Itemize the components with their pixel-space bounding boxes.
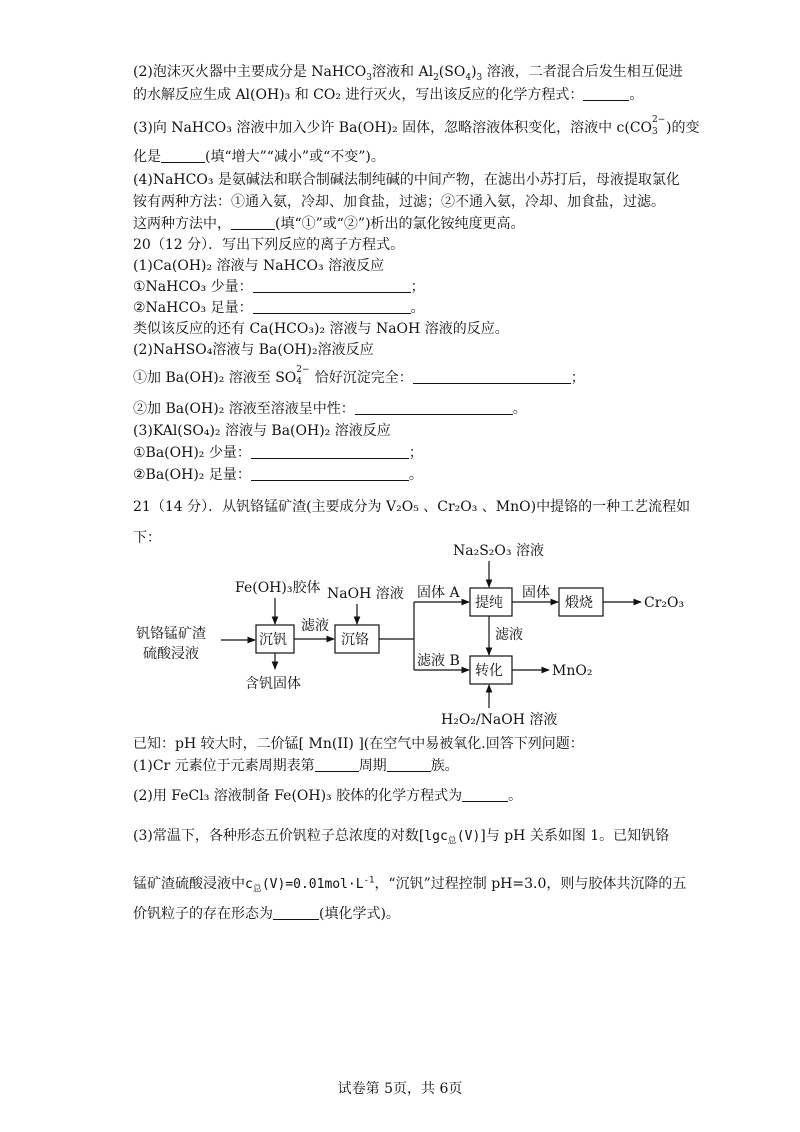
q21-sub1: (1)Cr 元素位于元素周期表第 周期 族。	[133, 758, 459, 774]
answer-blank[interactable]	[231, 215, 275, 230]
q20-sub2-a: ①加 Ba(OH)₂ 溶液至 SO 2− 4 恰好沉淀完全： ；	[133, 365, 585, 387]
flow-solid-a: 固体 A	[417, 585, 460, 601]
answer-blank[interactable]	[273, 905, 319, 920]
flow-feed-line1: 钒铬锰矿渣	[136, 626, 206, 642]
flow-box-vanadium-label: 沉钒	[259, 632, 287, 648]
flow-box-calcine-label: 煅烧	[565, 595, 593, 611]
flow-box-purify-label: 提纯	[475, 595, 503, 611]
q19-part2-line1: (2)泡沫灭火器中主要成分是 NaHCO$_3$溶液和 $Al_2(SO_4)_3$ 溶液，二者混合后发生相互促进	[133, 64, 683, 83]
q21-sub3-line3: 价钒粒子的存在形态为 (填化学式)。	[133, 906, 400, 922]
flow-reagent-na2s2o3: Na₂S₂O₃ 溶液	[453, 543, 544, 559]
flow-product-mn: MnO₂	[552, 663, 593, 679]
q20-sub3-b: ②Ba(OH)₂ 足量： 。	[133, 467, 423, 483]
q19-part3-line1: (3)向 NaHCO₃ 溶液中加入少许 Ba(OH)₂ 固体，忽略溶液体积变化，溶液中 c(CO 2− 3 )的变	[133, 115, 700, 137]
page-footer: 试卷第 5页，共 6页	[337, 1081, 463, 1097]
flow-feed-line2: 硫酸浸液	[143, 646, 199, 662]
q20-sub3: (3)KAl(SO₄)₂ 溶液与 Ba(OH)₂ 溶液反应	[133, 423, 391, 439]
q20-sub1: (1)Ca(OH)₂ 溶液与 NaHCO₃ 溶液反应	[133, 258, 385, 274]
q20-title: 20（12 分）．写出下列反应的离子方程式。	[133, 237, 405, 253]
flow-filtrate2: 滤液	[495, 627, 523, 643]
q20-sub1-a: ①NaHCO₃ 少量： ；	[133, 279, 425, 295]
answer-blank[interactable]	[251, 444, 409, 459]
q19-part2-line2: 的水解反应生成 Al(OH)₃ 和 CO₂ 进行灭火，写出该反应的化学方程式： 。	[133, 87, 644, 103]
flow-filtrate1: 滤液	[301, 618, 329, 634]
q20-sub2-b: ②加 Ba(OH)₂ 溶液至溶液呈中性： 。	[133, 401, 527, 417]
flow-reagent-naoh: NaOH 溶液	[327, 586, 404, 602]
flow-box-chromium-label: 沉铬	[341, 632, 369, 648]
q20-similar: 类似该反应的还有 Ca(HCO₃)₂ 溶液与 NaOH 溶液的反应。	[133, 321, 509, 337]
answer-blank[interactable]	[413, 369, 571, 384]
q20-sub1-b: ②NaHCO₃ 足量： 。	[133, 300, 425, 316]
q20-sub3-a: ①Ba(OH)₂ 少量： ；	[133, 445, 423, 461]
answer-blank[interactable]	[462, 787, 508, 802]
flow-out-vanadium: 含钒固体	[245, 676, 301, 692]
flow-reagent-fe: Fe(OH)₃胶体	[235, 580, 321, 596]
q21-sub3-line1: (3)常温下，各种形态五价钒粒子总浓度的对数[lgc$_总$(V)]与 pH 关系如图 1。已知钒铬	[133, 828, 670, 847]
answer-blank[interactable]	[583, 86, 629, 101]
q21-title-line1: 21（14 分）．从钒铬锰矿渣(主要成分为 V₂O₅ 、Cr₂O₃ 、MnO)中提铬的一种工艺流程如	[133, 499, 691, 515]
answer-blank[interactable]	[251, 466, 409, 481]
flow-product-cr: Cr₂O₃	[644, 595, 685, 611]
answer-blank[interactable]	[161, 148, 205, 163]
q19-part4-line3: 这两种方法中， (填“①”或“②”)析出的氯化铵纯度更高。	[133, 216, 525, 232]
q21-title-line2: 下：	[133, 530, 161, 546]
answer-blank[interactable]	[355, 400, 513, 415]
answer-blank[interactable]	[387, 757, 431, 772]
answer-blank[interactable]	[315, 757, 359, 772]
q19-part4-line1: (4)NaHCO₃ 是氨碱法和联合制碱法制纯碱的中间产物，在滤出小苏打后，母液提取氯化	[133, 172, 680, 188]
q20-sub2: (2)NaHSO₄溶液与 Ba(OH)₂溶液反应	[133, 342, 374, 358]
q21-known: 已知：pH 较大时，二价锰[ Mn(II) ](在空气中易被氧化.回答下列问题：	[133, 736, 584, 752]
flow-filtrate-b: 滤液 B	[417, 653, 460, 669]
process-flow-diagram	[133, 542, 693, 730]
flow-box-convert-label: 转化	[475, 663, 503, 679]
q19-part3-line2: 化是 (填“增大”“减小”或“不变”)。	[133, 149, 385, 165]
flow-reagent-h2o2: H₂O₂/NaOH 溶液	[441, 712, 558, 728]
flow-solid: 固体	[522, 585, 550, 601]
q21-sub3-line2: 锰矿渣硫酸浸液中$c_总(V)=0.01mol\cdot L^{-1}$，“沉钒”过程控制 pH=3.0，则与胶体共沉降的五	[133, 875, 687, 895]
answer-blank[interactable]	[253, 299, 411, 314]
q21-sub2: (2)用 FeCl₃ 溶液制备 Fe(OH)₃ 胶体的化学方程式为 。	[133, 788, 523, 804]
answer-blank[interactable]	[253, 278, 411, 293]
q19-part4-line2: 铵有两种方法：①通入氨，冷却、加食盐，过滤；②不通入氨，冷却、加食盐，过滤。	[133, 194, 665, 210]
